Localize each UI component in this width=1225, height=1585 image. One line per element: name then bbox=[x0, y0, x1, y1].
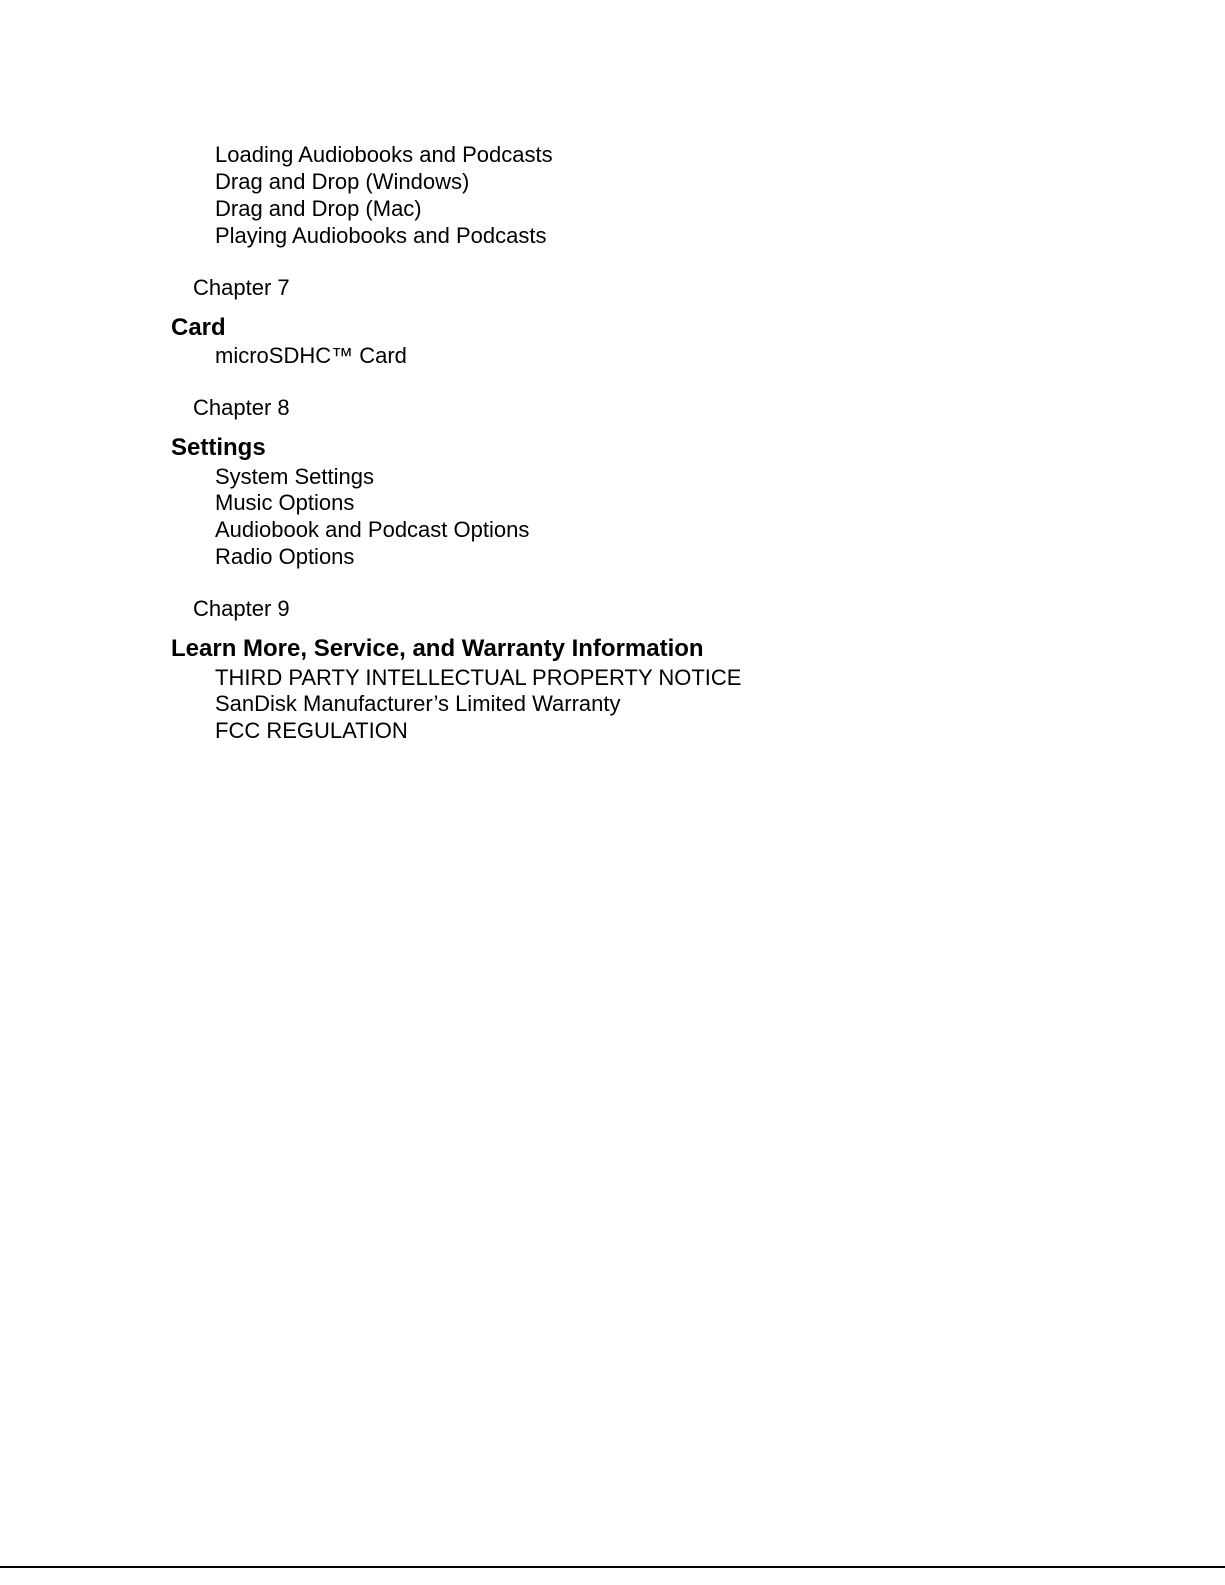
chapter-label: Chapter 7 bbox=[193, 275, 290, 300]
toc-entry[interactable]: System Settings bbox=[215, 464, 374, 489]
toc-entry[interactable]: Drag and Drop (Windows) bbox=[215, 169, 470, 194]
toc-entry[interactable]: THIRD PARTY INTELLECTUAL PROPERTY NOTICE bbox=[215, 665, 742, 690]
toc-entry[interactable]: microSDHC™ Card bbox=[215, 343, 407, 368]
chapter-title[interactable]: Learn More, Service, and Warranty Information bbox=[171, 635, 704, 662]
toc-entry[interactable]: FCC REGULATION bbox=[215, 718, 408, 743]
chapter-label: Chapter 8 bbox=[193, 395, 290, 420]
toc-entry[interactable]: Music Options bbox=[215, 490, 355, 515]
page-bottom-rule bbox=[0, 1566, 1225, 1568]
toc-entry[interactable]: Audiobook and Podcast Options bbox=[215, 517, 530, 542]
toc-entry[interactable]: SanDisk Manufacturer’s Limited Warranty bbox=[215, 691, 621, 716]
chapter-label: Chapter 9 bbox=[193, 596, 290, 621]
toc-entry[interactable]: Loading Audiobooks and Podcasts bbox=[215, 142, 553, 167]
toc-entry[interactable]: Playing Audiobooks and Podcasts bbox=[215, 223, 547, 248]
toc-entry[interactable]: Drag and Drop (Mac) bbox=[215, 196, 422, 221]
chapter-title[interactable]: Card bbox=[171, 314, 226, 341]
toc-entry[interactable]: Radio Options bbox=[215, 544, 355, 569]
chapter-title[interactable]: Settings bbox=[171, 434, 266, 461]
